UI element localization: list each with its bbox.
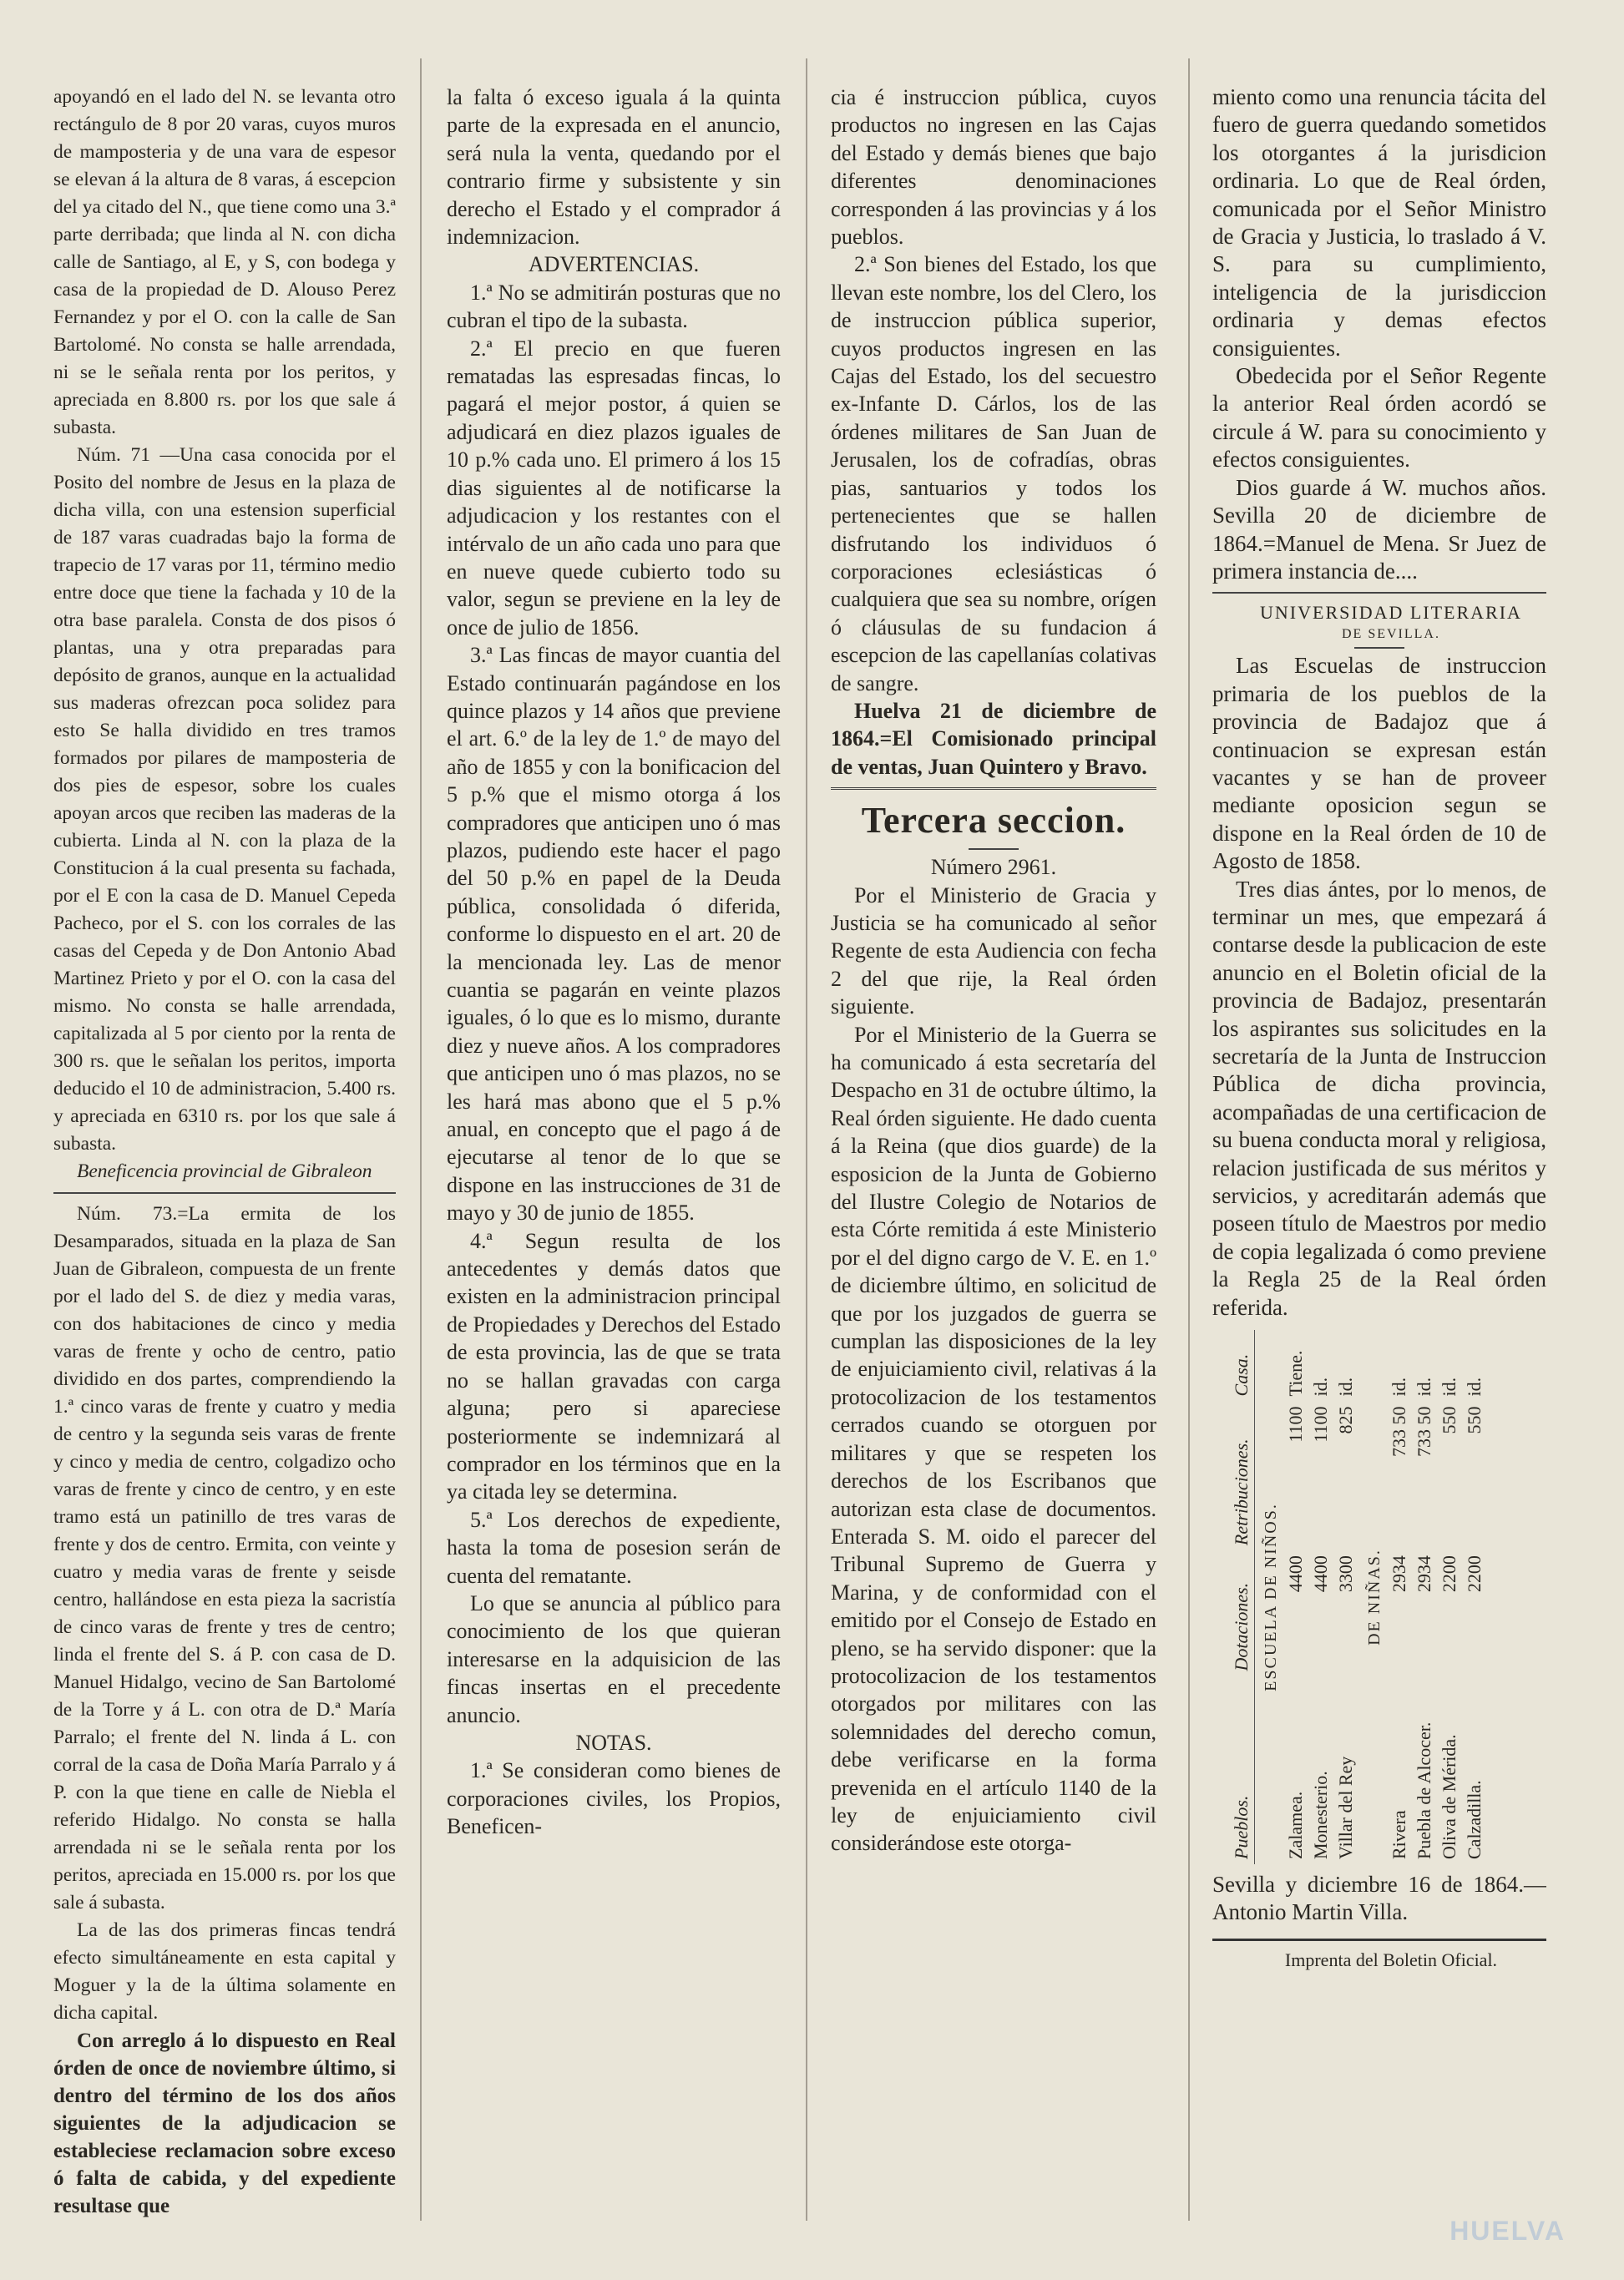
cell-pueblo: Rivera <box>1389 1810 1409 1860</box>
cell-casa: id. <box>1414 1377 1434 1397</box>
column-rule <box>420 58 422 2221</box>
paragraph: Núm. 71 —Una casa conocida por el Posito del nombre de Jesus en la plaza de dicha villa, con una estension superficial de 187 varas cuadradas bajo la forma de trapecio de 17 varas por 11, término medio entre doce que tiene la fachada y 10 de la otra base paralela. Consta de dos pisos ó plantas, una y otra preparadas para depósito de granos, aunque en la actualidad sus maderas ofrezcan poca solidez para esto Se halla dividido en tres tramos formados por pilares de mamposteria de dos pies de espesor, sobre los cuales apoyan arcos que reciben las maderas de la cubierta. Linda al N. con la plaza de la Constitucion á la cual presenta su fachada, por el E con la casa de D. Manuel Cepeda Pacheco, por el S. con los corrales de las casas del Cepeda y de Don Antonio Abad Martinez Prieto y por el O. con la casa del mismo. No consta se halle arrendada, capitalizada al 5 por ciento por la renta de 300 rs. que le señalan los peritos, importa deducido el 10 de administracion, 5.400 rs. y apreciada en 6310 rs. por los que sale á subasta. <box>53 444 396 1155</box>
cell-casa: Tiene. <box>1285 1350 1306 1397</box>
cell-casa: id. <box>1310 1377 1331 1397</box>
archive-watermark: HUELVA <box>1449 2216 1566 2246</box>
divider <box>1212 1939 1546 1941</box>
schools-table-wrap <box>1212 1330 1546 1864</box>
table-row <box>1308 1330 1333 1864</box>
paragraph: Dios guarde á W. muchos años. Sevilla 20 de diciembre de 1864.=Manuel de Mena. Sr Juez de primera instancia de.... <box>1212 474 1546 584</box>
cell-retribucion: 825 <box>1335 1406 1356 1434</box>
signature: Sevilla y diciembre 16 de 1864.—Antonio Martin Villa. <box>1212 1872 1546 1925</box>
column-1 <box>53 83 396 2221</box>
notice-number: Número 2961. <box>930 855 1057 880</box>
divider <box>1354 647 1404 649</box>
column-3 <box>831 83 1156 2221</box>
cell-pueblo: Monesterio. <box>1310 1771 1331 1860</box>
col-header-dotaciones: Dotaciones. <box>1229 1550 1255 1676</box>
paragraph: apoyandó en el lado del N. se levanta otro rectángulo de 8 por 20 varas, cuyos muros de mamposteria y de una vara de espesor se elevan á la altura de 8 varas, á escepcion del ya citado del N., que tiene como una 3.ª parte derribada; que linda al N. con dicha calle de Santiago, al E, y S, con bodega y casa de la propiedad de D. Alouso Perez Fernandez y por el O. con la calle de San Bartolomé. No consta se halle arrendada, ni se le señala renta por los peritos, y apreciada en 8.800 rs. por los que sale á subasta. <box>53 86 396 438</box>
cell-casa: id. <box>1389 1377 1409 1397</box>
paragraph: Por el Ministerio de la Guerra se ha comunicado á esta secretaría del Despacho en 31 de octubre último, la Real órden siguiente. He dado cuenta á la Reina (que dios guarde) de la esposicion de la Junta de Gobierno del Ilustre Colegio de Notarios de esta Córte remitida á este Ministerio por el del digno cargo de V. E. en 1.º de diciembre último, en solicitud de que por los juzgados de guerra se cumplan las disposiciones de la ley de enjuiciamiento civil, relativas á la protocolizacion de los testamentos cerrados cuando se otorguen por militares y que se respeten los derechos de los Escribanos que autorizan esta clase de documentos. Enterada S. M. oido el parecer del Tribunal Supremo de Guerra y Marina, y de conformidad con el emitido por el Consejo de Estado en pleno, se ha servido disponer: que la protocolizacion de los testamentos otorgados por militares con las solemnidades del derecho comun, debe verificarse en la forma prevenida en el artículo 1140 de la ley de enjuiciamiento civil considerándose este otorga- <box>831 1022 1156 1856</box>
paragraph: La de las dos primeras fincas tendrá efecto simultáneamente en esta capital y Moguer y la de la última solamente en dicha capital. <box>53 1919 396 2024</box>
cell-retribucion: 1100 <box>1310 1406 1331 1443</box>
paragraph: miento como una renuncia tácita del fuero de guerra quedando sometidos los otorgantes á la jurisdicion ordinaria. Lo que de Real órden, comunicada por el Señor Ministro de Gracia y Justicia, lo traslado á V. S. para su cumplimiento, inteligencia de la jurisdiccion ordinaria y demas efectos consiguientes. <box>1212 84 1546 361</box>
column-rule <box>1188 58 1190 2221</box>
paragraph: 4.ª Segun resulta de los antecedentes y demás datos que existen en la administracion principal de Propiedades y Derechos del Estado de esta provincia, las de que se trata no se hallan gravadas con carga alguna; pero si apareciese posteriormente se indemnizará al comprador en los términos que en la ya citada ley se determina. <box>447 1228 781 1504</box>
paragraph: Obedecida por el Señor Regente la anterior Real órden acordó se circule á W. para su conocimiento y efectos consiguientes. <box>1212 363 1546 473</box>
paragraph: 2.ª Son bienes del Estado, los que llevan este nombre, los del Clero, los de instruccion pública superior, cuyos productos ingresen en las Cajas del Estado, los del secuestro ex-Infante D. Cárlos, los de las órdenes militares de San Juan de Jerusalen, los de cofradías, obras pias, santuarios y todos los pertenecientes que se hallen disfrutando los individuos ó corporaciones eclesiásticas ó cualquiera que sea su nombre, orígen ó cláusulas de su fundacion á escepcion de las capellanías colativas de sangre. <box>831 252 1156 695</box>
table-row <box>1387 1330 1412 1864</box>
cell-retribucion: 1100 <box>1285 1406 1306 1443</box>
section-heading: Beneficencia provincial de Gibraleon <box>77 1160 372 1182</box>
paragraph: 1.ª No se admitirán posturas que no cubran el tipo de la subasta. <box>447 280 781 333</box>
imprint: Imprenta del Boletin Oficial. <box>1284 1949 1498 1970</box>
table-row <box>1462 1330 1487 1864</box>
table-row <box>1333 1330 1358 1864</box>
table-row <box>1412 1330 1437 1864</box>
paragraph: cia é instruccion pública, cuyos productos no ingresen en las Cajas del Estado y demás bienes que bajo diferentes denominaciones corresponden á las provincias y á los pueblos. <box>831 85 1156 250</box>
cell-casa: id. <box>1464 1377 1485 1397</box>
paragraph: Las Escuelas de instruccion primaria de los pueblos de la provincia de Badajoz que á continuacion se expresan están vacantes y se han de proveer mediante oposicion segun se dispone en la Real órden de 10 de Agosto de 1858. <box>1212 653 1546 874</box>
cell-dotacion: 2200 <box>1439 1555 1460 1593</box>
paragraph: Núm. 73.=La ermita de los Desamparados, situada en la plaza de San Juan de Gibraleon, compuesta de un frente por el lado del S. de diez y media varas, con dos habitaciones de cinco y media varas de frente y ocho de centro, patio dividido en dos partes, comprendiendo la 1.ª cinco varas de frente y cuatro y media de centro y la segunda seis varas de frente y cinco y media de centro, colgadizo ocho varas de frente y cinco de centro, y en este tramo está un patinillo de tres varas de frente y dos de centro. Ermita, con veinte y cuatro y media varas de frente y seisde centro, hallándose en esta pieza la sacristía de cinco varas de frente y tres de centro; linda el frente del S. á P. con casa de D. Manuel Hidalgo, vecino de San Bartolomé de la Torre y á L. con otra de D.ª María Parralo; el frente del N. linda á L. con corral de la casa de Doña María Parralo y á P. con la que tiene en calle de Niebla el referido Hidalgo. No consta se halla arrendada ni se le señala renta por los peritos, apreciada en 15.000 rs. por los que sale á subasta. <box>53 1203 396 1913</box>
cell-dotacion: 2934 <box>1389 1555 1409 1593</box>
cell-pueblo: Calzadilla. <box>1464 1780 1485 1860</box>
cell-dotacion: 4400 <box>1285 1555 1306 1593</box>
cell-casa: id. <box>1335 1377 1356 1397</box>
col-header-retribuciones: Retribuciones. <box>1229 1402 1255 1551</box>
schools-table <box>1229 1330 1530 1864</box>
cell-dotacion: 2200 <box>1464 1555 1485 1593</box>
col-header-pueblos: Pueblos. <box>1229 1676 1255 1864</box>
advertencias-heading: ADVERTENCIAS. <box>528 252 700 277</box>
paragraph: 2.ª El precio en que fueren rematadas las espresadas fincas, lo pagará el mejor postor, á quien se adjudicará en diez plazos iguales de 10 p.% cada uno. El primero á los 15 dias siguientes al de notificarse la adjudicacion y los restantes con el intérvalo de un año cada uno para que en nueve quede cubierto todo su valor, segun se previene en la ley de once de julio de 1856. <box>447 336 781 640</box>
cell-dotacion: 4400 <box>1310 1555 1331 1593</box>
paragraph: Lo que se anuncia al público para conocimiento de los que quieran interesarse en la adquisicion de las fincas insertas en el precedente anuncio. <box>447 1590 781 1727</box>
table-row <box>1437 1330 1462 1864</box>
cell-retribucion: 733 50 <box>1414 1406 1434 1458</box>
signature: Huelva 21 de diciembre de 1864.=El Comisionado principal de ventas, Juan Quintero y Bravo. <box>831 698 1156 779</box>
university-heading: UNIVERSIDAD LITERARIA <box>1260 602 1522 624</box>
column-2 <box>447 83 781 2221</box>
cell-pueblo: Puebla de Alcocer. <box>1414 1721 1434 1860</box>
cell-pueblo: Oliva de Mérida. <box>1439 1734 1460 1860</box>
cell-retribucion: 550 <box>1464 1406 1485 1434</box>
column-rule <box>806 58 807 2221</box>
cell-pueblo: Villar del Rey <box>1335 1756 1356 1860</box>
col-header-casa: Casa. <box>1229 1330 1255 1401</box>
paragraph: 3.ª Las fincas de mayor cuantia del Estado continuarán pagándose en los quince plazos y 14 años que previene el art. 6.º de la ley de 1.º de mayo del año de 1855 y con la bonificacion del 5 p.% que el mismo otorga á los compradores que anticipen uno ó mas plazos, pudiendo este hacer el pago del 50 p.% en papel de la Deuda pública, consolidada ó diferida, conforme lo dispuesto en el art. 20 de la mencionada ley. Las de menor cuantia se pagarán en veinte plazos iguales, ó lo que es lo mismo, durante diez y nueve años. A los compradores que anticipen uno ó mas plazos, no se les hará mas abono que el 5 p.% anual, en concepto que el pago á de ejecutarse al tenor de lo que se dispone en las instrucciones de 31 de mayo y 30 de junio de 1855. <box>447 643 781 1226</box>
paragraph: 1.ª Se consideran como bienes de corporaciones civiles, los Propios, Beneficen- <box>447 1758 781 1839</box>
divider <box>969 848 1019 850</box>
section-title: Tercera seccion. <box>861 800 1126 842</box>
cell-pueblo: Zalamea. <box>1285 1791 1306 1860</box>
paragraph: Con arreglo á lo dispuesto en Real órden de once de noviembre último, si dentro del término de los dos años siguientes de la adjudicacion se estableciese reclamacion sobre exceso ó falta de cabida, y del expediente resultase que <box>53 2030 396 2217</box>
cell-dotacion: 2934 <box>1414 1555 1434 1593</box>
paragraph: la falta ó exceso iguala á la quinta parte de la expresada en el anuncio, será nula la venta, quedando por el contrario firme y subsistente y sin derecho el Estado y el comprador á indemnizacion. <box>447 85 781 250</box>
divider <box>53 1192 396 1194</box>
notas-heading: NOTAS. <box>575 1730 652 1755</box>
table-subheading: DE NIÑAS. <box>1365 1549 1384 1646</box>
table-subheading: ESCUELA DE NIÑOS. <box>1262 1503 1280 1691</box>
cell-retribucion: 550 <box>1439 1406 1460 1434</box>
table-row <box>1283 1330 1308 1864</box>
cell-casa: id. <box>1439 1377 1460 1397</box>
cell-dotacion: 3300 <box>1335 1555 1356 1593</box>
cell-retribucion: 733 50 <box>1389 1406 1409 1458</box>
paragraph: 5.ª Los derechos de expediente, hasta la toma de posesion serán de cuenta del rematante. <box>447 1507 781 1588</box>
divider <box>1212 592 1546 594</box>
divider <box>831 787 1156 790</box>
column-4 <box>1212 83 1546 2221</box>
paragraph: Tres dias ántes, por lo menos, de terminar un mes, que empezará á contarse desde la publicacion de este anuncio en el Boletin oficial de la provincia de Badajoz, presentarán los aspirantes sus solicitudes en la secretaría de la Junta de Instruccion Pública de dicha provincia, acompañadas de una certificacion de su buena conducta moral y religiosa, relacion justificada de sus méritos y servicios, y acreditarán además que poseen título de Maestros por medio de copia legalizada ó como previene la Regla 25 de la Real órden referida. <box>1212 876 1546 1320</box>
university-subheading: DE SEVILLA. <box>1342 627 1440 642</box>
paragraph: Por el Ministerio de Gracia y Justicia se ha comunicado al señor Regente de esta Audiencia con fecha 2 del que rije, la Real órden siguiente. <box>831 882 1156 1019</box>
